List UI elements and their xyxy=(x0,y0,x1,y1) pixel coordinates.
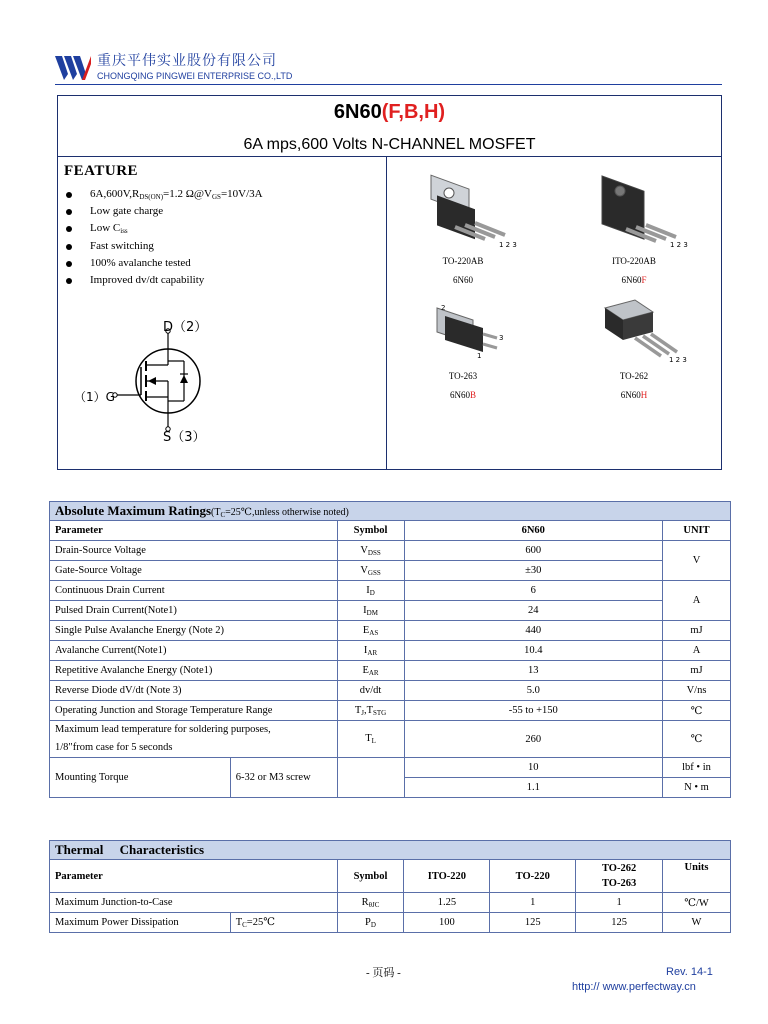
to263-package-image xyxy=(425,300,520,362)
part-title xyxy=(57,101,722,124)
feature-list xyxy=(64,186,263,289)
mosfet-schematic xyxy=(70,315,240,445)
gate-label: （1）G xyxy=(74,390,115,404)
package-name: ITO-220AB xyxy=(612,256,656,266)
package-name: TO-220AB xyxy=(442,256,484,266)
part-subtitle: 6A mps,600 Volts N-CHANNEL MOSFET xyxy=(243,136,536,153)
svg-text:2: 2 xyxy=(441,304,446,312)
company-name-cn: 重庆平伟实业股份有限公司 xyxy=(97,53,277,69)
table-row: Maximum lead temperature for soldering purposes, 1/8"from case for 5 seconds $T_L$ 260 ℃ xyxy=(50,721,731,758)
table-row: Gate-Source Voltage $V_{GSS}$ ±30 xyxy=(50,561,731,581)
package-part: 6N60B xyxy=(449,390,476,400)
table-row: Reverse Diode dV/dt (Note 3) dv/dt 5.0 V/ns xyxy=(50,681,731,701)
feature-item: Low gate charge xyxy=(64,203,263,220)
table-row: Avalanche Current(Note1) $I_{AR}$ 10.4 A xyxy=(50,641,731,661)
company-name-en: CHONGQING PINGWEI ENTERPRISE CO.,LTD xyxy=(97,71,293,81)
title-separator xyxy=(57,156,722,157)
table-row: Drain-Source Voltage $V_{DSS}$ 600 V xyxy=(50,541,731,561)
website-link[interactable]: http:// www.perfectway.cn xyxy=(572,981,696,993)
feature-item: Improved dv/dt capability xyxy=(64,272,263,289)
svg-text:1 2 3: 1 2 3 xyxy=(499,241,517,248)
company-logo xyxy=(55,52,91,82)
table-header-row: Parameter Symbol ITO-220 TO-220 TO-262 TO-263 Units xyxy=(50,860,731,893)
source-label: S（3） xyxy=(163,430,206,445)
table-header-row: Parameter Symbol 6N60 UNIT xyxy=(50,521,731,541)
svg-text:1 2 3: 1 2 3 xyxy=(670,241,688,248)
package-part: 6N60F xyxy=(621,275,647,285)
table-row: Maximum Power Dissipation $T_C=25℃$ $P_D$ 100 125 125 W xyxy=(50,913,731,933)
absolute-maximum-ratings-table xyxy=(49,501,731,798)
table-row: Continuous Drain Current $I_D$ 6 A xyxy=(50,581,731,601)
feature-heading: FEATURE xyxy=(64,163,139,179)
package-name: TO-262 xyxy=(619,371,649,381)
feature-item: $6A,600V,R_{DS(ON)}=1.2$ $\Omega@V_{GS}=10V/3A$ xyxy=(64,186,263,203)
ito220ab-package-image xyxy=(594,163,689,248)
package-part: 6N60 xyxy=(453,275,473,285)
table-row: Maximum Junction-to-Case $R_{\theta JC}$ 1.25 1 1 ℃/W xyxy=(50,893,731,913)
table-title-row: Thermal Characteristics xyxy=(50,841,731,860)
feature-item: Fast switching xyxy=(64,238,263,255)
thermal-characteristics-table xyxy=(49,840,731,933)
drain-label: D（2） xyxy=(163,320,208,335)
table-row: 1.1 N • m xyxy=(50,778,731,798)
svg-text:3: 3 xyxy=(499,334,504,342)
feature-item: Low $C_{iss}$ xyxy=(64,220,263,237)
table-row: Operating Junction and Storage Temperature Range $T_J,T_{STG}$ -55 to +150 ℃ xyxy=(50,701,731,721)
table-row: Mounting Torque 6-32 or M3 screw 10 lbf • in xyxy=(50,758,731,778)
part-number: 6N60 xyxy=(333,101,382,123)
package-name: TO-263 xyxy=(448,371,478,381)
package-part: 6N60H xyxy=(620,390,648,400)
table-row: Single Pulse Avalanche Energy (Note 2) $E_{AS}$ 440 mJ xyxy=(50,621,731,641)
svg-text:1: 1 xyxy=(477,352,482,360)
page-number: - 页码 - xyxy=(366,967,401,979)
part-suffix: (F,B,H) xyxy=(381,101,446,123)
table-title-row: Absolute Maximum $Ratings(T_C=25℃,unless$ otherwise noted) xyxy=(50,502,731,521)
to220ab-package-image xyxy=(425,163,520,248)
table-row: Repetitive Avalanche Energy (Note1) $E_{AR}$ 13 mJ xyxy=(50,661,731,681)
to262-package-image xyxy=(595,296,690,366)
column-separator xyxy=(386,156,387,470)
table-row: Pulsed Drain Current(Note1) $I_{DM}$ 24 xyxy=(50,601,731,621)
revision: Rev. 14-1 xyxy=(666,966,713,978)
header-divider xyxy=(55,84,722,85)
svg-text:1 2 3: 1 2 3 xyxy=(669,356,687,364)
feature-item: 100% avalanche tested xyxy=(64,255,263,272)
